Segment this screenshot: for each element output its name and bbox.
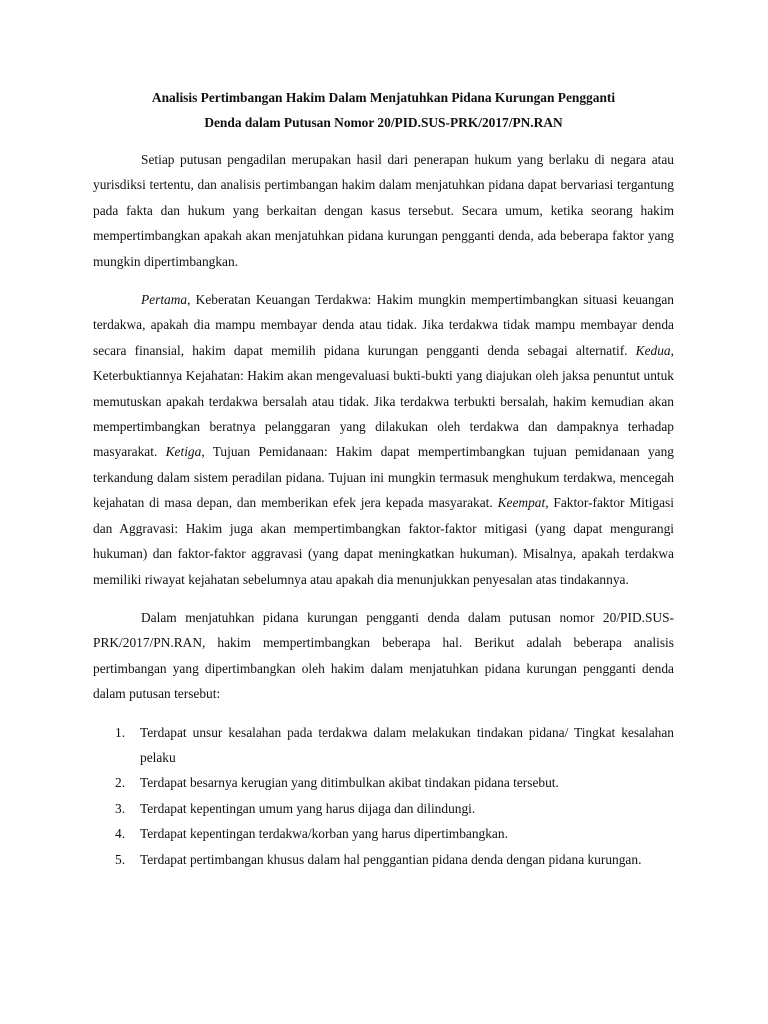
list-item-text: Terdapat pertimbangan khusus dalam hal penggantian pidana denda dengan pidana kurungan.: [140, 851, 642, 867]
list-item: [93, 847, 674, 872]
numbered-list: [93, 720, 674, 872]
paragraph-2-text-3: , Tujuan Pemidanaan: Hakim dapat mempertimbangkan tujuan pemidanaan yang terkandung dalam sistem peradilan pidana. Tujuan ini mungkin termasuk menghukum terdakwa, mencegah kejahatan di masa depan, dan memberikan efek jera kepada masyarakat.: [93, 444, 675, 511]
term-kedua: Kedua: [635, 342, 671, 358]
paragraph-3: Dalam menjatuhkan pidana kurungan pengganti denda dalam putusan nomor 20/PID.SUS-PRK/2017/PN.RAN, hakim mempertimbangkan beberapa hal. Berikut adalah beberapa analisis pertimbangan yang dipertimbangkan oleh hakim dalam menjatuhkan pidana kurungan pengganti denda dalam putusan tersebut:: [93, 609, 674, 702]
term-ketiga: Ketiga: [165, 444, 202, 460]
list-item: [93, 720, 674, 771]
paragraph-1: Setiap putusan pengadilan merupakan hasil dari penerapan hukum yang berlaku di negara atau yurisdiksi tertentu, dan analisis pertimbangan hakim dalam menjatuhkan pidana dapat bervariasi tergantung pada fakta dan hukum yang berkaitan dengan kasus tersebut. Secara umum, ketika seorang hakim mempertimbangkan apakah akan menjatuhkan pidana kurungan pengganti denda, ada beberapa faktor yang mungkin dipertimbangkan.: [93, 152, 674, 269]
document-page: [93, 86, 674, 872]
list-item-number: 2.: [115, 775, 126, 791]
list-item: [93, 821, 674, 846]
list-item-text: Terdapat kepentingan umum yang harus dijaga dan dilindungi.: [140, 800, 476, 816]
title-line-1: Analisis Pertimbangan Hakim Dalam Menjatuhkan Pidana Kurungan Pengganti: [151, 90, 616, 105]
paragraph-2: [93, 287, 674, 592]
list-item-number: 5.: [115, 851, 126, 867]
list-item-number: 1.: [115, 724, 126, 740]
paragraph-2-text-4: , Faktor-faktor Mitigasi dan Aggravasi: Hakim juga akan mempertimbangkan faktor-faktor mitigasi (yang dapat mengurangi hukuman) dan faktor-faktor aggravasi (yang dapat meningkatkan hukuman). Misalnya, apakah terdakwa memiliki riwayat kejahatan sebelumnya atau apakah dia menunjukkan penyesalan atas tindakannya.: [93, 495, 674, 587]
list-item-number: 4.: [115, 826, 126, 842]
paragraph-2-text-2: , Keterbuktiannya Kejahatan: Hakim akan mengevaluasi bukti-bukti yang diajukan oleh jaksa penuntut untuk memutuskan apakah terdakwa bersalah atau tidak. Jika terdakwa terbukti bersalah, hakim kemudian akan mempertimbangkan beratnya pelanggaran yang dilakukan oleh terdakwa dan dampaknya terhadap masyarakat.: [93, 342, 674, 460]
list-item-text: Terdapat kepentingan terdakwa/korban yang harus dipertimbangkan.: [140, 826, 508, 842]
list-item: [93, 770, 674, 795]
list-item: [93, 796, 674, 821]
list-item-text: Terdapat besarnya kerugian yang ditimbulkan akibat tindakan pidana tersebut.: [140, 775, 559, 791]
term-pertama: Pertama: [141, 292, 188, 308]
title-line-2: Denda dalam Putusan Nomor 20/PID.SUS-PRK/2017/PN.RAN: [204, 114, 563, 130]
list-item-number: 3.: [115, 800, 126, 816]
paragraph-2-text-1: , Keberatan Keuangan Terdakwa: Hakim mungkin mempertimbangkan situasi keuangan terdakwa, apakah dia mampu membayar denda atau tidak. Jika terdakwa tidak mampu membayar denda secara finansial, hakim dapat memilih pidana kurungan pengganti denda sebagai alternatif.: [93, 292, 674, 358]
term-keempat: Keempat: [497, 495, 546, 511]
document-title: [93, 86, 674, 135]
list-item-text: Terdapat unsur kesalahan pada terdakwa dalam melakukan tindakan pidana/ Tingkat kesalahan pelaku: [140, 724, 674, 765]
